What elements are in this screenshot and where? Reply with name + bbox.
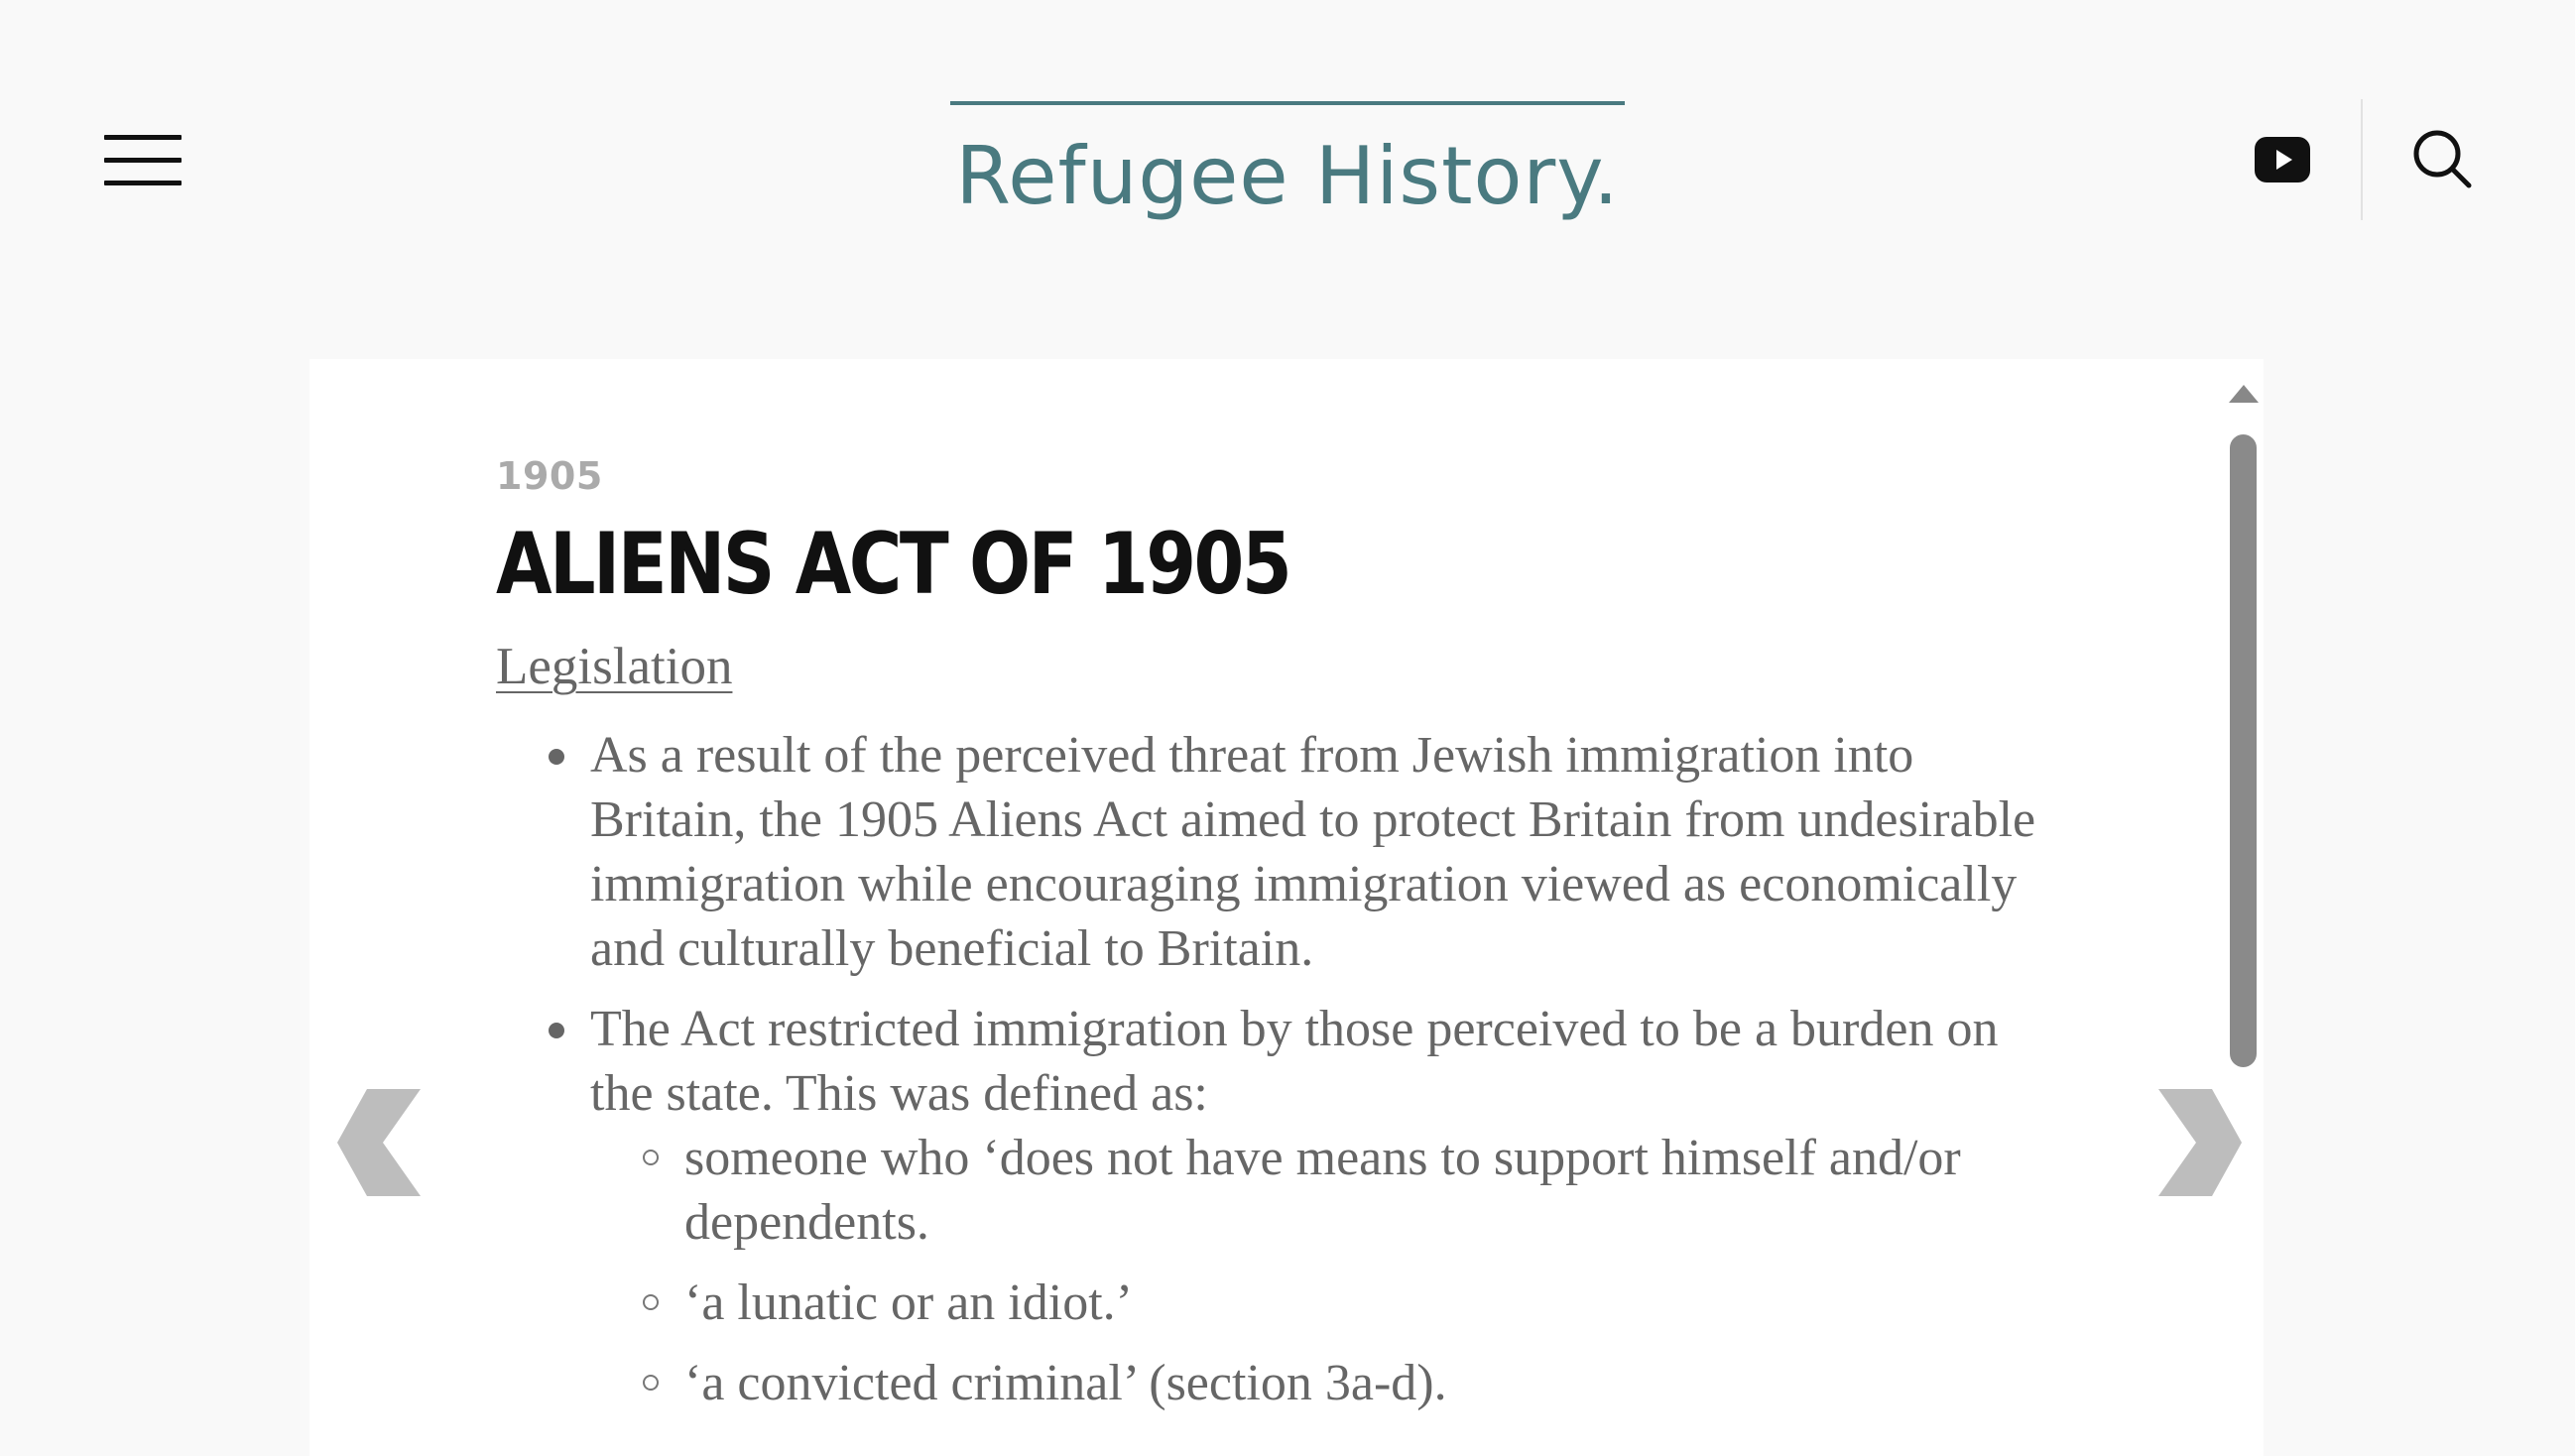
chevron-right-icon[interactable] (2158, 1089, 2242, 1196)
search-icon[interactable] (2410, 127, 2474, 190)
logo-text[interactable]: Refugee History. (955, 130, 1620, 222)
article-title: ALIENS ACT OF 1905 (496, 515, 1290, 614)
chevron-left-icon[interactable] (337, 1089, 421, 1196)
scroll-up-arrow-icon[interactable] (2229, 385, 2259, 403)
list-item (590, 723, 2043, 981)
list-item-text: As a result of the perceived threat from Jewish immigration into Britain, the 1905 Aliens Act aimed to protect Britain from undesirable immigration while encouraging immigration viewed as economically and culturally beneficial to Britain. (590, 727, 2036, 977)
youtube-icon[interactable] (2255, 137, 2310, 182)
site-header (0, 0, 2575, 337)
menu-line (104, 181, 182, 185)
site-logo[interactable] (950, 99, 1625, 228)
bullet-list (496, 723, 2043, 1415)
scrollbar-thumb[interactable] (2230, 434, 2257, 1067)
list-item (590, 997, 2043, 1415)
list-item-text: The Act restricted immigration by those perceived to be a burden on the state. This was defined as: (590, 1001, 1999, 1122)
icon-divider (2361, 99, 2363, 220)
menu-line (104, 135, 182, 140)
article-year: 1905 (496, 454, 603, 498)
hamburger-menu-icon[interactable] (104, 132, 182, 189)
logo-rule (950, 101, 1625, 105)
sub-list (590, 1126, 2043, 1415)
sub-list-item: ‘a lunatic or an idiot.’ (684, 1271, 2043, 1335)
content-panel (309, 359, 2264, 1456)
header-icons (2242, 99, 2490, 223)
article (496, 453, 2043, 1431)
sub-list-item: someone who ‘does not have means to support himself and/or dependents. (684, 1126, 2043, 1255)
menu-line (104, 158, 182, 163)
sub-list-item: ‘a convicted criminal’ (section 3a-d). (684, 1351, 2043, 1415)
category-link[interactable]: Legislation (496, 638, 733, 695)
